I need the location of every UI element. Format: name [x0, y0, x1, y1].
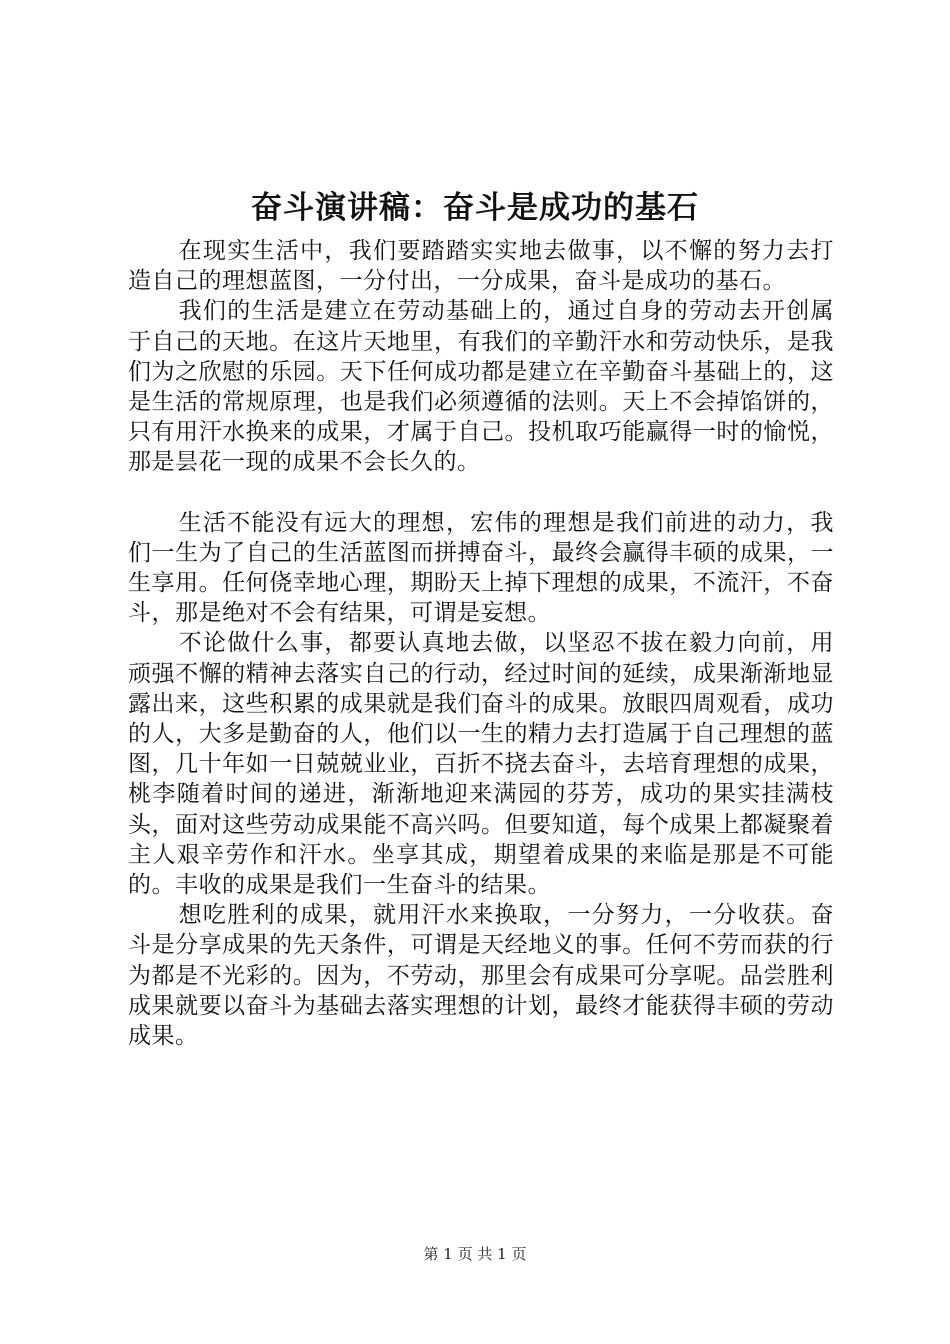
- paragraph: 不论做什么事，都要认真地去做，以坚忍不拔在毅力向前，用顽强不懈的精神去落实自己的行动，经过时间的延续，成果渐渐地显露出来，这些积累的成果就是我们奋斗的成果。放眼四周观看，成功的人，大多是勤奋的人，他们以一生的精力去打造属于自己理想的蓝图，几十年如一日兢兢业业，百折不挠去奋斗，去培育理想的成果，桃李随着时间的递进，渐渐地迎来满园的芬芳，成功的果实挂满枝头，面对这些劳动成果能不高兴吗。但要知道，每个成果上都凝聚着主人艰辛劳作和汗水。坐享其成，期望着成果的来临是那是不可能的。丰收的成果是我们一生奋斗的结果。: [128, 630, 834, 899]
- paragraph: 我们的生活是建立在劳动基础上的，通过自身的劳动去开创属于自己的天地。在这片天地里，有我们的辛勤汗水和劳动快乐，是我们为之欣慰的乐园。天下任何成功都是建立在辛勤奋斗基础上的，这是生活的常规原理，也是我们必须遵循的法则。天上不会掉馅饼的，只有用汗水换来的成果，才属于自己。投机取巧能赢得一时的愉悦，那是昙花一现的成果不会长久的。: [128, 298, 834, 476]
- paragraph: 在现实生活中，我们要踏踏实实地去做事，以不懈的努力去打造自己的理想蓝图，一分付出，一分成果，奋斗是成功的基石。: [128, 238, 834, 295]
- paragraph: 想吃胜利的成果，就用汗水来换取，一分努力，一分收获。奋斗是分享成果的先天条件，可谓是天经地义的事。任何不劳而获的行为都是不光彩的。因为，不劳动，那里会有成果可分享呢。品尝胜利成果就要以奋斗为基础去落实理想的计划，最终才能获得丰硕的劳动成果。: [128, 902, 834, 1050]
- page-title: 奋斗演讲稿：奋斗是成功的基石: [251, 190, 699, 226]
- paragraph: 生活不能没有远大的理想，宏伟的理想是我们前进的动力，我们一生为了自己的生活蓝图而拼搏奋斗，最终会赢得丰硕的成果，一生享用。任何侥幸地心理，期盼天上掉下理想的成果，不流汗，不奋斗，那是绝对不会有结果，可谓是妄想。: [128, 509, 834, 627]
- article-body: [128, 236, 834, 1051]
- page-number-footer: 第 1 页 共 1 页: [423, 1245, 527, 1263]
